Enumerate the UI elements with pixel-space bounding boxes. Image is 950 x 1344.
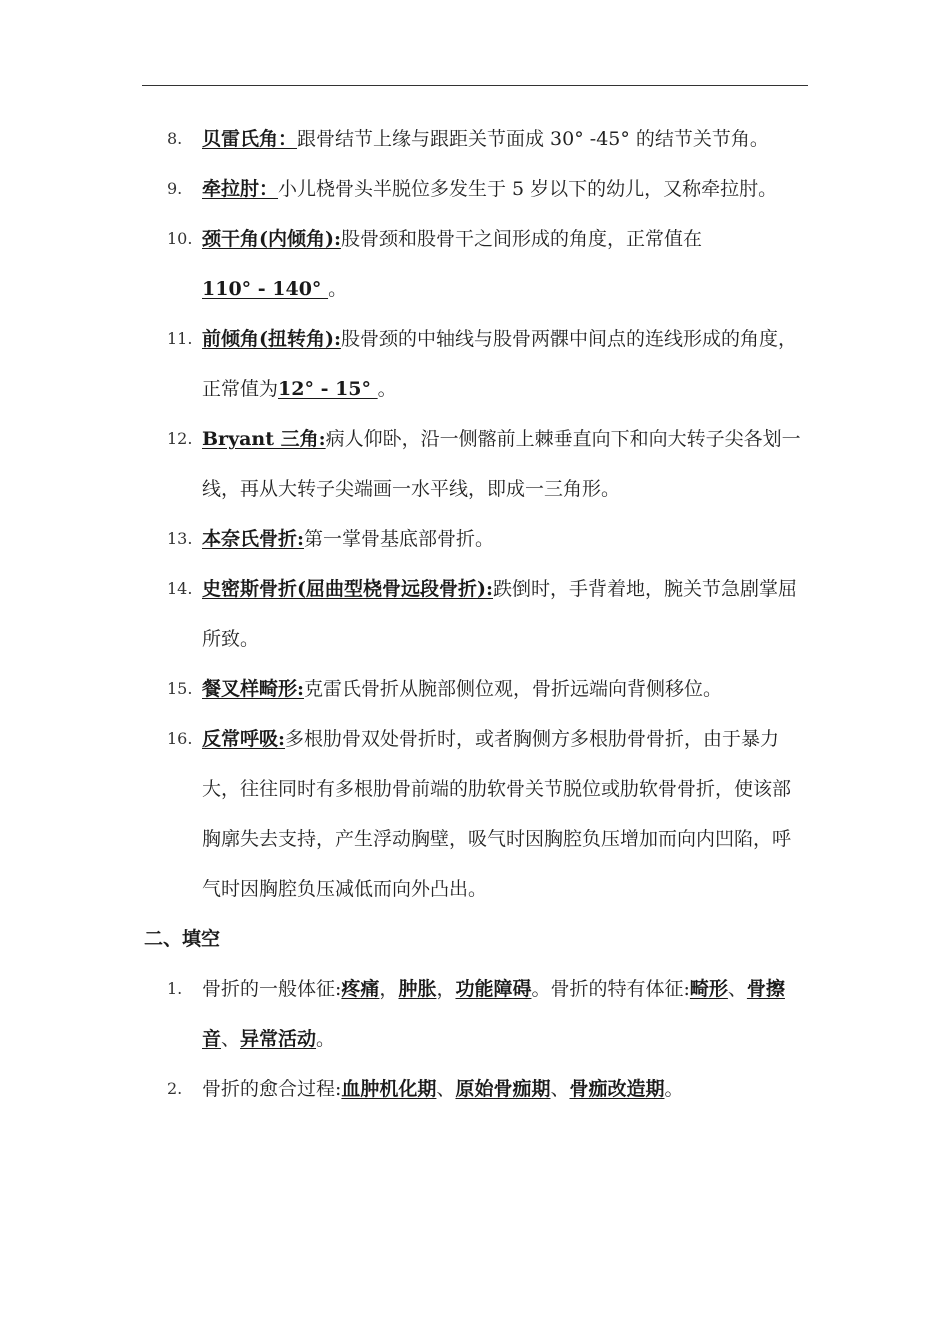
- answer-blank: 原始骨痂期: [455, 1078, 551, 1100]
- item-number: 9.: [167, 179, 183, 198]
- definition-tail: 。: [377, 378, 397, 400]
- separator: 、: [436, 1078, 456, 1100]
- definition-term: 反常呼吸:: [202, 728, 286, 750]
- definition-text: 股骨颈的中轴线与股骨两髁中间点的连线形成的角度，正常值为: [202, 328, 798, 400]
- definition-term: 史密斯骨折(屈曲型桡骨远段骨折):: [202, 578, 493, 600]
- definition-term: 本奈氏骨折:: [202, 528, 305, 550]
- definition-item-10: [0, 214, 806, 314]
- definition-item-13: [0, 514, 806, 564]
- definition-text: 股骨颈和股骨干之间形成的角度，正常值在: [341, 228, 703, 250]
- definition-text: 小儿桡骨头半脱位多发生于 5 岁以下的幼儿，又称牵拉肘。: [278, 178, 778, 200]
- end-punct: 。: [316, 1028, 336, 1050]
- question-text: 骨折的一般体征:: [202, 978, 342, 1000]
- separator: ，: [436, 978, 456, 1000]
- definition-item-8: [0, 114, 806, 164]
- item-number: 11.: [167, 329, 193, 348]
- fill-blank-item-2: [0, 1064, 806, 1114]
- definition-tail: 。: [328, 278, 348, 300]
- definition-text: 跌倒时，手背着地，腕关节急剧掌屈所致。: [202, 578, 798, 650]
- separator: 、: [221, 1028, 241, 1050]
- separator: 、: [550, 1078, 570, 1100]
- document-body: [0, 114, 950, 1114]
- answer-blank: 肿胀: [398, 978, 437, 1000]
- header-rule: [142, 85, 808, 86]
- item-number: 8.: [167, 129, 183, 148]
- definition-item-16: [0, 714, 806, 914]
- answer-blank: 异常活动: [240, 1028, 317, 1050]
- definition-text: 第一掌骨基底部骨折。: [304, 528, 495, 550]
- definition-answer: 12° - 15°: [278, 378, 378, 400]
- definition-term: Bryant 三角:: [202, 428, 326, 450]
- definition-term: 前倾角(扭转角):: [202, 328, 341, 350]
- answer-blank: 骨痂改造期: [569, 1078, 665, 1100]
- question-text: 。骨折的特有体征:: [531, 978, 690, 1000]
- item-number: 12.: [167, 429, 193, 448]
- separator: 、: [727, 978, 747, 1000]
- definition-text: 病人仰卧，沿一侧髂前上棘垂直向下和向大转子尖各划一线，再从大转子尖端画一水平线，即成一三角形。: [202, 428, 801, 500]
- answer-blank: 骨擦音: [202, 978, 785, 1050]
- definition-text: 克雷氏骨折从腕部侧位观，骨折远端向背侧移位。: [304, 678, 723, 700]
- item-number: 1.: [167, 979, 183, 998]
- definition-term: 颈干角(内倾角):: [202, 228, 341, 250]
- definition-item-11: [0, 314, 806, 414]
- item-number: 15.: [167, 679, 193, 698]
- answer-blank: 畸形: [689, 978, 728, 1000]
- answer-blank: 功能障碍: [455, 978, 532, 1000]
- question-text: 骨折的愈合过程:: [202, 1078, 342, 1100]
- definition-term: 牵拉肘：: [202, 178, 279, 200]
- definition-item-12: [0, 414, 806, 514]
- item-number: 13.: [167, 529, 193, 548]
- definition-text: 跟骨结节上缘与跟距关节面成 30° -45° 的结节关节角。: [297, 128, 769, 150]
- end-punct: 。: [664, 1078, 684, 1100]
- definition-term: 贝雷氏角：: [202, 128, 298, 150]
- definition-text: 多根肋骨双处骨折时，或者胸侧方多根肋骨骨折，由于暴力大，往往同时有多根肋骨前端的肋软骨关节脱位或肋软骨骨折，使该部胸廓失去支持，产生浮动胸壁，吸气时因胸腔负压增加而向内凹陷，呼气时因胸腔负压减低而向外凸出。: [202, 728, 792, 900]
- answer-blank: 血肿机化期: [341, 1078, 437, 1100]
- fill-blank-item-1: [0, 964, 806, 1064]
- item-number: 2.: [167, 1079, 183, 1098]
- separator: ，: [379, 978, 399, 1000]
- definition-item-9: [0, 164, 806, 214]
- definition-item-14: [0, 564, 806, 664]
- item-number: 16.: [167, 729, 193, 748]
- section-title-fill-blanks: 二、填空: [144, 928, 221, 950]
- definition-item-15: [0, 664, 806, 714]
- definition-term: 餐叉样畸形:: [202, 678, 305, 700]
- item-number: 14.: [167, 579, 193, 598]
- item-number: 10.: [167, 229, 193, 248]
- definition-answer: 110° - 140°: [202, 278, 329, 300]
- answer-blank: 疼痛: [341, 978, 380, 1000]
